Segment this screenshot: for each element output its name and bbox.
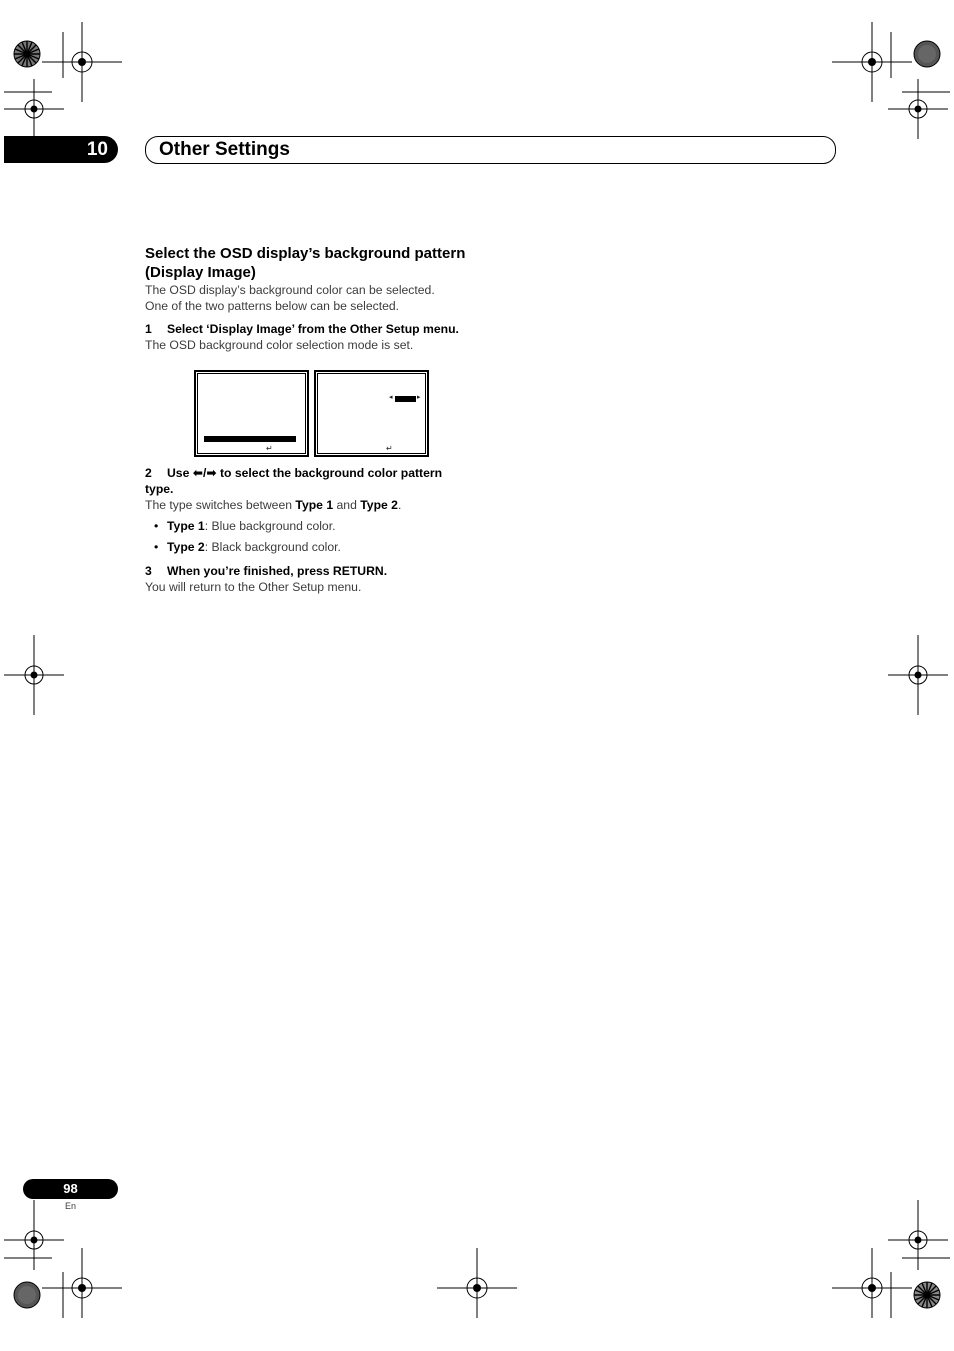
page-language: En: [64, 1201, 76, 1211]
intro-line2: One of the two patterns below can be selected.: [145, 299, 400, 313]
step-2-number: 2: [145, 466, 152, 480]
step-1-text: Select ‘Display Image’ from the Other Setup menu.: [167, 322, 459, 336]
bullet-text: : Black background color.: [204, 540, 341, 554]
step-2-result: [145, 497, 490, 513]
step-2-result-pre: The type switches between: [145, 498, 293, 512]
osd-value-box: [395, 396, 416, 402]
step-3-result: You will return to the Other Setup menu.: [145, 580, 362, 594]
chapter-number: 10: [86, 139, 108, 160]
osd-screen-right: [314, 370, 429, 457]
bullet-label: Type 2: [167, 540, 205, 554]
left-arrow-icon: ◂: [389, 394, 393, 401]
steps-continued: [145, 465, 490, 595]
color-rosette-bottom-right: [913, 1281, 941, 1309]
right-arrow-icon: ▸: [417, 394, 421, 401]
type1-label: Type 1: [295, 498, 334, 512]
bullet-icon: •: [154, 540, 159, 554]
list-item: [145, 539, 490, 555]
bullet-label: Type 1: [167, 519, 205, 533]
section-content: [145, 244, 490, 353]
section-title-line2: (Display Image): [145, 264, 256, 281]
return-icon: ↵: [266, 444, 273, 453]
color-rosette-top-left: [13, 40, 41, 68]
osd-screen-right-frame: [317, 373, 426, 454]
step-3-number: 3: [145, 564, 152, 578]
step-2-result-end: .: [397, 498, 402, 512]
page-number: 98: [63, 1181, 78, 1196]
step-2-instruction-line2: type.: [145, 482, 174, 496]
color-rosette-bottom-left: [13, 1281, 41, 1309]
intro-line1: The OSD display’s background color can be selected.: [145, 283, 435, 297]
chapter-title-bar: [145, 136, 836, 164]
type2-label: Type 2: [360, 498, 398, 512]
color-rosette-top-right: [913, 40, 941, 68]
step-2-result-and: and: [336, 498, 357, 512]
step-2-instruction: [145, 465, 490, 481]
step-3-text: When you’re finished, press RETURN.: [167, 564, 388, 578]
step-1-instruction: [145, 321, 490, 337]
osd-selection-bar: [204, 436, 296, 442]
type-list: [145, 518, 490, 555]
osd-screen-left: [194, 370, 309, 457]
step-2-text-pre: Use: [167, 466, 190, 480]
left-right-arrows-icon: ⬅/➡: [192, 466, 217, 480]
step-1-result: The OSD background color selection mode is set.: [145, 338, 414, 352]
step-2-text-post: to select the background color pattern: [219, 466, 443, 480]
bullet-text: : Blue background color.: [204, 519, 336, 533]
section-title-line1: Select the OSD display’s background pattern: [145, 245, 466, 262]
bullet-icon: •: [154, 519, 159, 533]
step-1-number: 1: [145, 322, 152, 336]
chapter-title: Other Settings: [159, 139, 290, 160]
step-3-instruction: [145, 563, 490, 579]
return-icon: ↵: [386, 444, 393, 453]
page-number-tab: [23, 1179, 118, 1199]
chapter-number-tab: [4, 136, 118, 163]
list-item: [145, 518, 490, 534]
